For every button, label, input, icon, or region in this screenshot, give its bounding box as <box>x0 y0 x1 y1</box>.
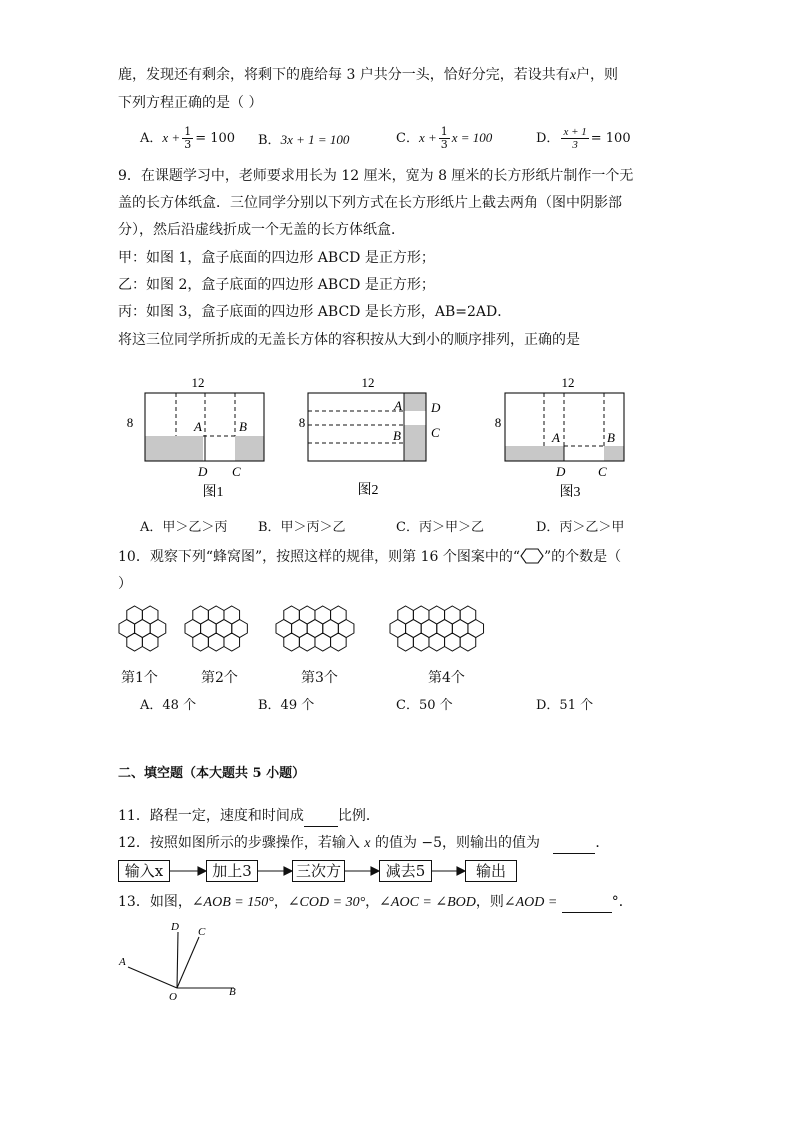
q13-cond-aob: ∠AOB = 150° <box>191 895 274 910</box>
q9-line-6: 丙：如图 3，盒子底面的四边形 ABCD 是长方形，AB=2AD． <box>118 304 512 320</box>
fig2-fold-lines <box>308 411 404 443</box>
flow-step-input <box>118 860 170 882</box>
fig3-point-d: D <box>556 464 566 479</box>
honeycomb-figures <box>114 598 504 668</box>
q10-option-b[interactable]: B．49 个 <box>258 698 315 713</box>
honeycomb-1-cell-7 <box>142 633 158 651</box>
flow-step-subtract-5-label: 减去5 <box>385 862 426 880</box>
q10-option-a[interactable]: A．48 个 <box>140 698 197 713</box>
q8-variable: x <box>569 68 577 83</box>
honeycomb-2-cell-9 <box>208 633 224 651</box>
q9-line-2: 盖的长方体纸盒．三位同学分别以下列方式在长方形纸片上截去两角（图中阴影部 <box>118 195 622 211</box>
flow-step-output-label: 输出 <box>475 862 506 880</box>
q13-text-pre: 13．如图， <box>118 894 192 910</box>
honeycomb-3-cell-12 <box>315 633 331 651</box>
fig1-width-label: 12 <box>191 375 205 390</box>
q9-line-4: 甲：如图 1，盒子底面的四边形 ABCD 是正方形； <box>118 250 435 266</box>
q8-option-c-den: 3 <box>440 138 448 151</box>
q8-option-b-label: B． <box>258 133 281 148</box>
fig1-height-label: 8 <box>126 415 134 430</box>
fig3-width-label: 12 <box>561 375 575 390</box>
fig1-point-d: D <box>198 464 208 479</box>
q8-option-c-post: x = 100 <box>451 130 493 145</box>
q8-option-a-num: 1 <box>184 125 192 138</box>
q8-option-a[interactable] <box>140 126 235 151</box>
q9-line-1: 9．在课题学习中，老师要求用长为 12 厘米，宽为 8 厘米的长方形纸片制作一个无 <box>118 168 634 184</box>
q13-angle-diagram <box>114 915 254 1007</box>
q8-line1 <box>118 65 618 86</box>
fig2-shaded-top <box>404 393 426 411</box>
q10-caption-3: 第3个 <box>301 670 338 686</box>
q9-option-b[interactable]: B．甲＞丙＞乙 <box>258 520 346 535</box>
q8-option-d-num: x + 1 <box>563 126 587 138</box>
q8-option-c-num: 1 <box>440 125 448 138</box>
q10-line1-post: ”的个数是（ <box>544 549 622 565</box>
flow-step-cube-label: 三次方 <box>295 862 341 880</box>
q9-line-5: 乙：如图 2，盒子底面的四边形 ABCD 是正方形； <box>118 277 435 293</box>
fig1-shaded-right <box>235 436 264 461</box>
q10-caption-2: 第2个 <box>201 670 238 686</box>
label-d: D <box>171 921 179 933</box>
q8-option-d-label: D． <box>536 131 560 146</box>
q12-line <box>118 833 609 854</box>
q13-cond-cod: ∠COD = 30° <box>287 895 366 910</box>
fig1-caption: 图1 <box>202 485 224 500</box>
q10-option-c[interactable]: C．50 个 <box>396 698 453 713</box>
honeycomb-3-cell-11 <box>299 633 315 651</box>
figure-1 <box>127 375 264 500</box>
q8-option-b[interactable] <box>258 130 349 151</box>
fig1-point-c: C <box>232 464 241 479</box>
q10-line1 <box>118 547 621 567</box>
q10-option-d[interactable]: D．51 个 <box>536 698 594 713</box>
honeycomb-4-cell-15 <box>445 633 461 651</box>
q8-option-b-expr: 3x + 1 = 100 <box>280 132 350 147</box>
q10-line1-pre: 10．观察下列“蜂窝图”，按照这样的规律，则第 16 个图案中的“ <box>118 549 520 565</box>
flow-step-add-3-label: 加上3 <box>212 862 252 880</box>
q11-answer-blank[interactable] <box>304 806 338 827</box>
q9-figures <box>118 368 648 510</box>
q11-line <box>118 806 380 827</box>
honeycomb-3-cell-10 <box>284 633 300 651</box>
q13-unit: °． <box>611 894 633 910</box>
q9-option-c[interactable]: C．丙＞甲＞乙 <box>396 520 484 535</box>
honeycomb-2-cell-10 <box>224 633 240 651</box>
fig3-point-b: B <box>607 430 615 445</box>
q13-answer-blank[interactable] <box>562 892 612 913</box>
fig2-shaded-bottom <box>404 425 426 461</box>
honeycomb-1-cell-6 <box>127 633 143 651</box>
q8-option-a-fraction <box>182 126 193 151</box>
ray-oc <box>177 937 199 988</box>
q8-option-a-pre: x + <box>162 130 181 145</box>
q13-sep-2: ， <box>365 894 380 910</box>
honeycomb-3-cell-13 <box>331 633 347 651</box>
section-2-title: 二、填空题（本大题共 5 小题） <box>118 766 306 781</box>
q8-option-c-pre: x + <box>418 130 437 145</box>
label-o: O <box>169 991 177 1003</box>
q9-option-d[interactable]: D．丙＞乙＞甲 <box>536 520 625 535</box>
fig2-point-c: C <box>431 425 440 440</box>
honeycomb-4-cell-14 <box>429 633 445 651</box>
q11-text-post: 比例． <box>337 808 380 824</box>
label-a: A <box>119 956 126 968</box>
q12-text-mid: 的值为 −5，则输出的值为 <box>374 835 541 851</box>
fig2-width-label: 12 <box>361 375 375 390</box>
flow-step-output <box>465 860 517 882</box>
honeycomb-4-cell-16 <box>460 633 476 651</box>
q8-line1-text: 鹿，发现还有剩余，将剩下的鹿给每 3 户共分一头，恰好分完，若设共有 <box>118 67 570 83</box>
q8-option-a-den: 3 <box>184 138 192 151</box>
label-b: B <box>229 986 236 998</box>
q13-then: ，则 <box>475 894 504 910</box>
flow-step-cube <box>292 860 345 882</box>
ray-oa <box>128 967 177 988</box>
flow-step-subtract-5 <box>379 860 432 882</box>
q8-option-c-label: C． <box>396 131 419 146</box>
flow-step-add-3 <box>206 860 258 882</box>
q12-variable: x <box>364 836 371 851</box>
q12-answer-blank[interactable] <box>553 833 595 854</box>
fig2-caption: 图2 <box>357 483 379 498</box>
q11-text-pre: 11．路程一定，速度和时间成 <box>118 808 304 824</box>
q9-line-3: 分），然后沿虚线折成一个无盖的长方体纸盒． <box>118 222 405 238</box>
flow-step-input-label: 输入x <box>124 862 164 880</box>
figure-2 <box>299 375 441 498</box>
honeycomb-4-cell-12 <box>398 633 414 651</box>
q12-text-post: ． <box>595 835 610 851</box>
q8-option-d-post: = 100 <box>590 131 631 146</box>
fig1-point-a: A <box>194 419 202 434</box>
q9-option-a[interactable]: A．甲＞乙＞丙 <box>140 520 228 535</box>
q8-option-a-post: = 100 <box>195 131 236 146</box>
fig1-fold-lines <box>176 393 235 436</box>
q13-ask: ∠AOD = <box>503 895 558 910</box>
q8-option-d[interactable] <box>536 126 631 151</box>
fig1-shaded-left <box>145 436 203 461</box>
fig3-shaded-right <box>604 446 624 461</box>
q8-option-d-den: 3 <box>572 139 578 151</box>
q13-line <box>118 892 633 913</box>
fig3-point-a: A <box>552 430 560 445</box>
ray-od <box>177 932 178 988</box>
q8-option-c-fraction <box>439 126 450 151</box>
q13-sep-1: ， <box>273 894 288 910</box>
fig1-point-b: B <box>239 419 247 434</box>
q9-line-7: 将这三位同学所折成的无盖长方体的容积按从大到小的顺序排列，正确的是 <box>118 332 580 348</box>
fig2-height-label: 8 <box>298 415 306 430</box>
fig2-point-d: D <box>431 400 441 415</box>
q10-caption-1: 第1个 <box>121 670 158 686</box>
q8-line1-end: 户，则 <box>576 67 619 83</box>
fig2-point-b: B <box>393 428 401 443</box>
label-c: C <box>198 926 206 938</box>
fig3-height-label: 8 <box>494 415 502 430</box>
fig3-point-c: C <box>598 464 607 479</box>
q8-option-c[interactable] <box>396 126 492 151</box>
fig2-point-a: A <box>394 398 402 413</box>
q13-cond-aoc-bod: ∠AOC = ∠BOD <box>379 895 476 910</box>
q10-caption-4: 第4个 <box>428 670 465 686</box>
q12-text-pre: 12．按照如图所示的步骤操作，若输入 <box>118 835 360 851</box>
q10-line2: ） <box>118 576 132 592</box>
q8-option-a-label: A． <box>140 131 163 146</box>
q8-line2: 下列方程正确的是（ ） <box>118 95 263 111</box>
fig3-shaded-left <box>505 446 564 461</box>
q8-option-d-fraction <box>561 126 588 151</box>
honeycomb-4-cell-13 <box>413 633 429 651</box>
honeycomb-2-cell-8 <box>193 633 209 651</box>
hexagon-icon <box>520 548 544 564</box>
figure-3 <box>495 375 624 500</box>
fig3-caption: 图3 <box>559 485 581 500</box>
